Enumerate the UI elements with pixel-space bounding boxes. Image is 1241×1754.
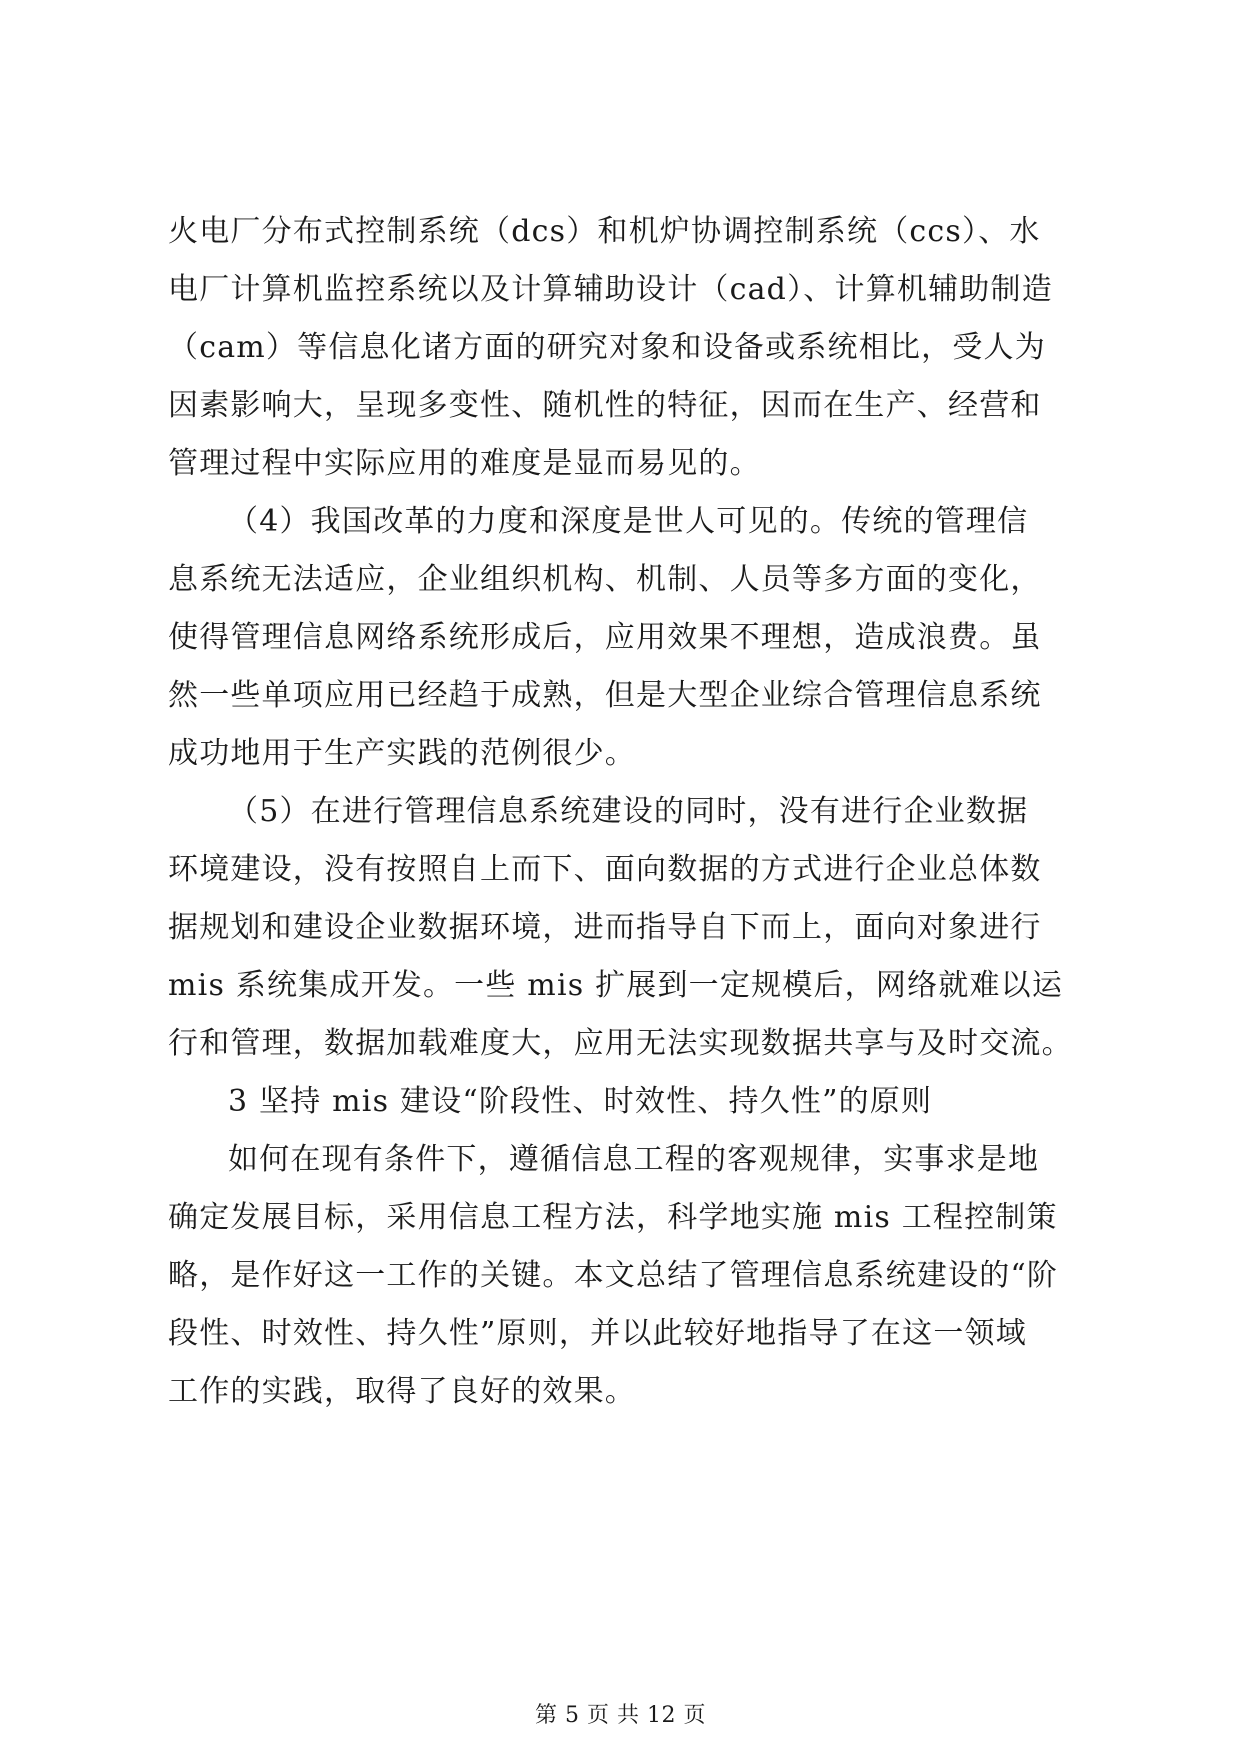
paragraph-2-line-1: （4）我国改革的力度和深度是世人可见的。传统的管理信 [228,504,1029,539]
paragraph-2-line-3: 使得管理信息网络系统形成后，应用效果不理想，造成浪费。虽 [168,620,1042,655]
paragraph-3-line-2: 环境建设，没有按照自上而下、面向数据的方式进行企业总体数 [168,852,1042,887]
paragraph-5-line-5: 工作的实践，取得了良好的效果。 [168,1374,636,1409]
section-heading: 3 坚持 mis 建设“阶段性、时效性、持久性”的原则 [228,1084,933,1119]
paragraph-2-line-4: 然一些单项应用已经趋于成熟，但是大型企业综合管理信息系统 [168,678,1042,713]
paragraph-2-line-2: 息系统无法适应，企业组织机构、机制、人员等多方面的变化， [168,562,1042,597]
paragraph-1-line-5: 管理过程中实际应用的难度是显而易见的。 [168,446,761,481]
paragraph-1-line-1: 火电厂分布式控制系统（dcs）和机炉协调控制系统（ccs）、水 [168,214,1041,249]
paragraph-1-line-3: （cam）等信息化诸方面的研究对象和设备或系统相比，受人为 [168,330,1046,365]
paragraph-5-line-3: 略，是作好这一工作的关键。本文总结了管理信息系统建设的“阶 [168,1258,1059,1293]
paragraph-1-line-2: 电厂计算机监控系统以及计算辅助设计（cad）、计算机辅助制造 [168,272,1053,307]
paragraph-2-line-5: 成功地用于生产实践的范例很少。 [168,736,636,771]
paragraph-3-line-1: （5）在进行管理信息系统建设的同时，没有进行企业数据 [228,794,1029,829]
paragraph-1-line-4: 因素影响大，呈现多变性、随机性的特征，因而在生产、经营和 [168,388,1042,423]
paragraph-5-line-1: 如何在现有条件下，遵循信息工程的客观规律，实事求是地 [228,1142,1040,1177]
page-number-footer: 第 5 页 共 12 页 [535,1703,706,1728]
paragraph-3-line-3: 据规划和建设企业数据环境，进而指导自下而上，面向对象进行 [168,910,1042,945]
paragraph-5-line-2: 确定发展目标，采用信息工程方法，科学地实施 mis 工程控制策 [168,1200,1058,1235]
paragraph-5-line-4: 段性、时效性、持久性”原则，并以此较好地指导了在这一领域 [168,1316,1027,1351]
paragraph-3-line-4: mis 系统集成开发。一些 mis 扩展到一定规模后，网络就难以运 [168,968,1064,1003]
paragraph-3-line-5: 行和管理，数据加载难度大，应用无法实现数据共享与及时交流。 [168,1026,1073,1061]
